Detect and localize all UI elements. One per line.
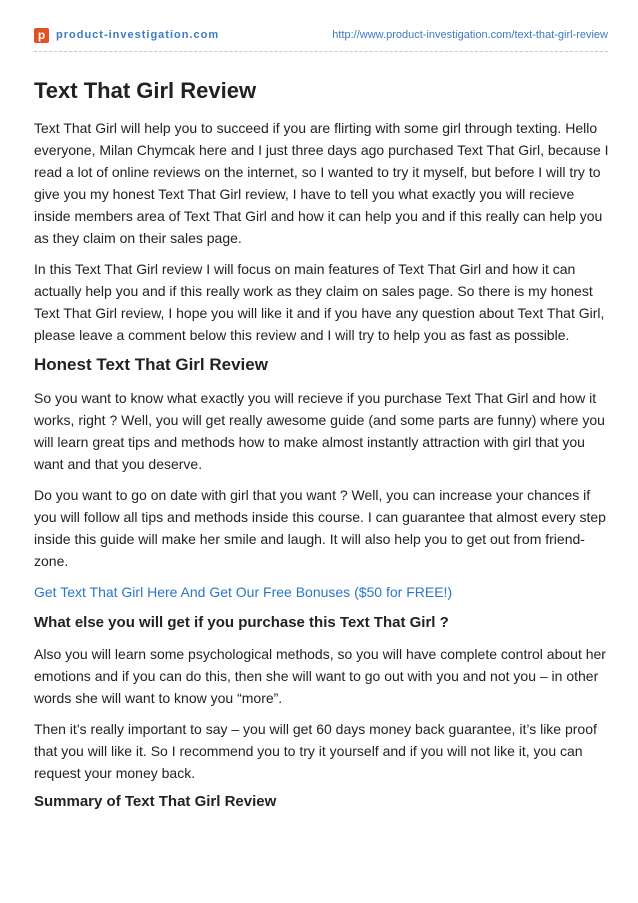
get-text-that-girl-link[interactable]: Get Text That Girl Here And Get Our Free Bonuses ($50 for FREE!) bbox=[34, 584, 453, 600]
article-body bbox=[34, 78, 610, 822]
intro-paragraph-2: In this Text That Girl review I will focus on main features of Text That Girl and how it can actually help you and if this really work as they claim on sales page. So there is my honest Text That Girl review, I hope you will like it and if you have any question about Text That Girl, please leave a comment below this review and I will try to help you as fast as possible. bbox=[34, 261, 605, 343]
page-header bbox=[34, 25, 608, 45]
honest-paragraph-1: So you want to know what exactly you will recieve if you purchase Text That Girl and how it works, right ? Well, you will get really awesome guide (and some parts are funny) where you will learn great tips and methods how to make almost instantly attraction with girl that you want and that you deserve. bbox=[34, 390, 605, 472]
article-title: Text That Girl Review bbox=[34, 78, 257, 103]
honest-paragraph-2: Do you want to go on date with girl that you want ? Well, you can increase your chances if you will follow all tips and methods inside this course. I can guarantee that almost every step inside this guide will make her smile and laugh. It will also help you to get out from friend-zone. bbox=[34, 487, 606, 569]
what-else-paragraph-2: Then it’s really important to say – you will get 60 days money back guarantee, it’s like proof that you will like it. So I recommend you to try it yourself and if you will not like it, you can request your money back. bbox=[34, 721, 597, 781]
site-logo-icon: p bbox=[34, 28, 49, 43]
what-else-paragraph-1: Also you will learn some psychological methods, so you will have complete control about her emotions and if you can do this, then she will want to go out with you and not you – in other words she will want to know you “more”. bbox=[34, 646, 606, 706]
header-divider bbox=[34, 51, 608, 52]
page-url-link[interactable]: http://www.product-investigation.com/text-that-girl-review bbox=[332, 29, 608, 41]
section-heading-summary: Summary of Text That Girl Review bbox=[34, 793, 277, 810]
site-name[interactable]: product-investigation.com bbox=[56, 29, 220, 41]
intro-paragraph-1: Text That Girl will help you to succeed if you are flirting with some girl through texting. Hello everyone, Milan Chymcak here and I just three days ago purchased Text That Girl, because I read a lot of online reviews on the internet, so I wanted to try it myself, but before I will try to give you my honest Text That Girl review, I have to tell you what exactly you will recieve inside members area of Text That Girl and how it can help you and if this really can help you as they claim on their sales page. bbox=[34, 120, 609, 246]
section-heading-honest-review: Honest Text That Girl Review bbox=[34, 355, 268, 374]
brand[interactable] bbox=[34, 28, 219, 43]
section-heading-what-else: What else you will get if you purchase this Text That Girl ? bbox=[34, 614, 449, 631]
